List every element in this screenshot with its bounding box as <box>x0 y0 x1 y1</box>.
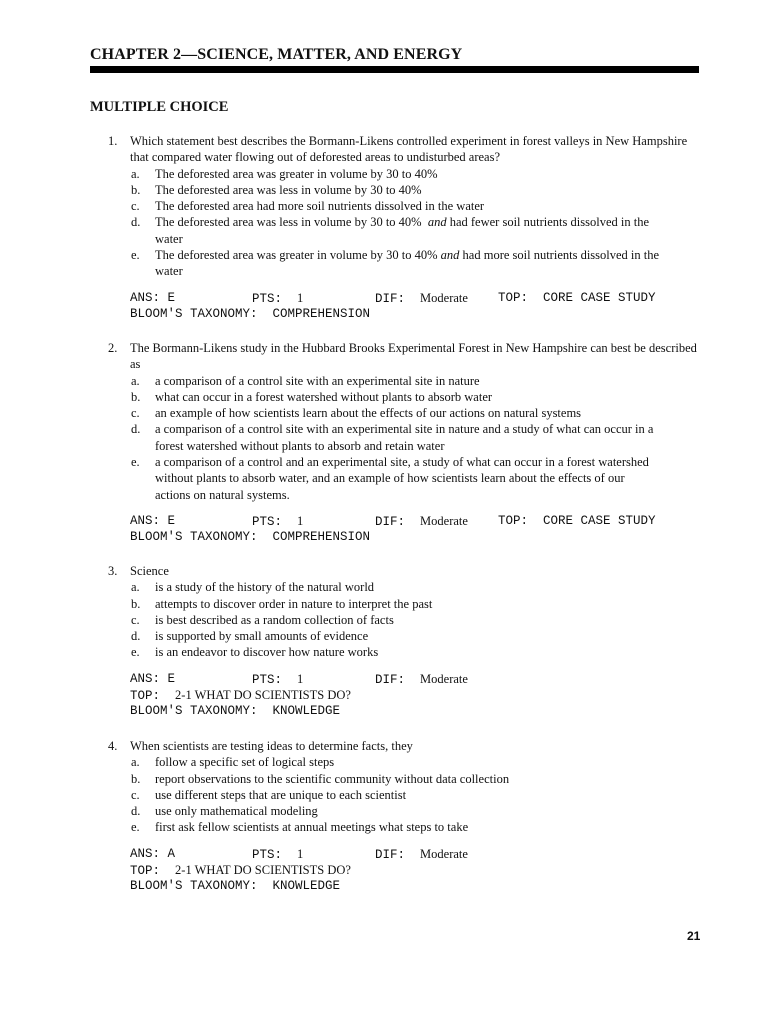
choice-d <box>0 421 768 454</box>
section-title: MULTIPLE CHOICE <box>90 99 229 115</box>
bloom-value: COMPREHENSION <box>272 530 371 545</box>
top-value: CORE CASE STUDY <box>543 290 656 305</box>
bloom-value: KNOWLEDGE <box>272 879 341 894</box>
top-value: 2-1 WHAT DO SCIENTISTS DO? <box>175 688 351 703</box>
choice-e <box>0 247 768 280</box>
ans-value: E <box>167 671 176 686</box>
ans-field: ANS: E <box>130 671 176 686</box>
choice-c <box>0 405 768 421</box>
choice-list <box>0 754 768 835</box>
choice-label: e. <box>131 820 140 835</box>
choice-text-emphasis: and <box>427 215 447 230</box>
choice-text <box>155 247 675 280</box>
question-stem: The Bormann-Likens study in the Hubbard Brooks Experimental Forest in New Hampshire can best be described as <box>130 341 697 372</box>
choice-a <box>0 579 768 595</box>
choice-list <box>0 373 768 503</box>
pts-value: 1 <box>297 846 304 861</box>
dif-field: DIF: Moderate <box>375 290 468 306</box>
bloom-field: BLOOM'S TAXONOMY: COMPREHENSION <box>130 530 371 545</box>
choice-label: b. <box>131 771 141 786</box>
question-number: 3. <box>108 564 118 578</box>
choice-label: c. <box>131 406 140 421</box>
dif-value: Moderate <box>420 846 468 861</box>
answer-meta <box>0 290 768 323</box>
bloom-field: BLOOM'S TAXONOMY: COMPREHENSION <box>130 306 371 321</box>
choice-label: a. <box>131 755 140 770</box>
choice-e <box>0 644 768 660</box>
choice-label: d. <box>131 804 141 819</box>
pts-field: PTS: 1 <box>252 846 304 862</box>
dif-field: DIF: Moderate <box>375 671 468 687</box>
title-rule <box>90 66 699 73</box>
question-stem: When scientists are testing ideas to determine facts, they <box>130 739 413 753</box>
choice-text-emphasis: and <box>440 248 460 263</box>
choice-e <box>0 819 768 835</box>
question-stem: Science <box>130 564 169 578</box>
ans-field: ANS: A <box>130 846 176 861</box>
choice-label: d. <box>131 629 141 644</box>
choice-text: follow a specific set of logical steps <box>155 755 335 770</box>
choice-text: is best described as a random collection of facts <box>155 612 394 627</box>
dif-value: Moderate <box>420 513 468 528</box>
choice-label: a. <box>131 580 140 595</box>
top-value: 2-1 WHAT DO SCIENTISTS DO? <box>175 863 351 878</box>
choice-text: first ask fellow scientists at annual meetings what steps to take <box>155 820 469 835</box>
answer-meta <box>0 846 768 895</box>
bloom-field: BLOOM'S TAXONOMY: KNOWLEDGE <box>130 879 341 894</box>
pts-value: 1 <box>297 513 304 528</box>
choice-c <box>0 612 768 628</box>
choice-b <box>0 182 768 198</box>
choice-text: a comparison of a control site with an experimental site in nature and a study of what can occur in a forest watershed without plants to absorb and retain water <box>155 422 654 453</box>
choice-label: c. <box>131 199 140 214</box>
question-3 <box>0 563 768 720</box>
choice-label: e. <box>131 645 140 660</box>
question-2 <box>0 340 768 546</box>
choice-text: an example of how scientists learn about the effects of our actions on natural systems <box>155 406 582 421</box>
dif-field: DIF: Moderate <box>375 513 468 529</box>
top-field: TOP: 2-1 WHAT DO SCIENTISTS DO? <box>130 688 351 704</box>
choice-label: e. <box>131 248 140 263</box>
ans-value: A <box>167 846 176 861</box>
choice-label: a. <box>131 373 140 388</box>
choice-text: is supported by small amounts of evidence <box>155 629 369 644</box>
choice-a <box>0 373 768 389</box>
choice-d <box>0 214 768 247</box>
chapter-title: CHAPTER 2—SCIENCE, MATTER, AND ENERGY <box>90 46 463 63</box>
choice-text: The deforested area was less in volume by 30 to 40% <box>155 182 422 197</box>
question-4 <box>0 738 768 895</box>
choice-c <box>0 787 768 803</box>
choice-c <box>0 198 768 214</box>
choice-label: e. <box>131 455 140 470</box>
choice-text: a comparison of a control site with an experimental site in nature <box>155 373 480 388</box>
pts-field: PTS: 1 <box>252 671 304 687</box>
choice-d <box>0 628 768 644</box>
answer-meta <box>0 671 768 720</box>
choice-text: The deforested area had more soil nutrients dissolved in the water <box>155 199 485 214</box>
top-field: TOP: CORE CASE STUDY <box>498 513 656 528</box>
bloom-field: BLOOM'S TAXONOMY: KNOWLEDGE <box>130 704 341 719</box>
dif-field: DIF: Moderate <box>375 846 468 862</box>
choice-text: use only mathematical modeling <box>155 804 318 819</box>
choice-text: use different steps that are unique to each scientist <box>155 787 407 802</box>
bloom-value: COMPREHENSION <box>272 306 371 321</box>
ans-field: ANS: E <box>130 513 176 528</box>
choice-text-pre: The deforested area was less in volume by 30 to 40% <box>155 215 422 230</box>
dif-value: Moderate <box>420 290 468 305</box>
choice-text-post: had more soil nutrients dissolved in the water <box>155 248 660 279</box>
top-value: CORE CASE STUDY <box>543 513 656 528</box>
question-1 <box>0 133 768 322</box>
choice-a <box>0 754 768 770</box>
pts-field: PTS: 1 <box>252 513 304 529</box>
choice-label: a. <box>131 166 140 181</box>
choice-list <box>0 166 768 280</box>
ans-value: E <box>167 290 176 305</box>
answer-meta <box>0 513 768 546</box>
choice-b <box>0 389 768 405</box>
pts-value: 1 <box>297 290 304 305</box>
pts-value: 1 <box>297 671 304 686</box>
dif-value: Moderate <box>420 671 468 686</box>
choice-text: attempts to discover order in nature to interpret the past <box>155 596 433 611</box>
choice-e <box>0 454 768 503</box>
choice-label: c. <box>131 787 140 802</box>
question-stem: Which statement best describes the Bormann-Likens controlled experiment in forest valleys in New Hampshire that compared water flowing out of deforested areas to undisturbed areas? <box>130 134 688 165</box>
choice-text: report observations to the scientific community without data collection <box>155 771 510 786</box>
choice-text-pre: The deforested area was greater in volume by 30 to 40% <box>155 248 438 263</box>
choice-list <box>0 579 768 660</box>
pts-field: PTS: 1 <box>252 290 304 306</box>
choice-label: d. <box>131 422 141 437</box>
choice-a <box>0 166 768 182</box>
top-field: TOP: 2-1 WHAT DO SCIENTISTS DO? <box>130 863 351 879</box>
question-number: 4. <box>108 739 118 753</box>
choice-text: what can occur in a forest watershed without plants to absorb water <box>155 389 493 404</box>
ans-field: ANS: E <box>130 290 176 305</box>
choice-text: is an endeavor to discover how nature works <box>155 645 379 660</box>
choice-text <box>155 214 675 247</box>
choice-label: c. <box>131 612 140 627</box>
choice-text: is a study of the history of the natural world <box>155 580 375 595</box>
choice-text-post: had fewer soil nutrients dissolved in the water <box>155 215 649 246</box>
page-number: 21 <box>687 929 701 943</box>
choice-label: b. <box>131 596 141 611</box>
choice-label: b. <box>131 389 141 404</box>
question-number: 1. <box>108 134 118 148</box>
top-field: TOP: CORE CASE STUDY <box>498 290 656 305</box>
choice-b <box>0 771 768 787</box>
choice-label: b. <box>131 182 141 197</box>
bloom-value: KNOWLEDGE <box>272 704 341 719</box>
choice-d <box>0 803 768 819</box>
choice-text: a comparison of a control and an experimental site, a study of what can occur in a forest watershed without plants to absorb water, and an example of how scientists learn about the effects of our actions on natural systems. <box>155 455 649 502</box>
choice-label: d. <box>131 215 141 230</box>
question-number: 2. <box>108 341 118 355</box>
ans-value: E <box>167 513 176 528</box>
choice-text: The deforested area was greater in volume by 30 to 40% <box>155 166 438 181</box>
choice-b <box>0 596 768 612</box>
